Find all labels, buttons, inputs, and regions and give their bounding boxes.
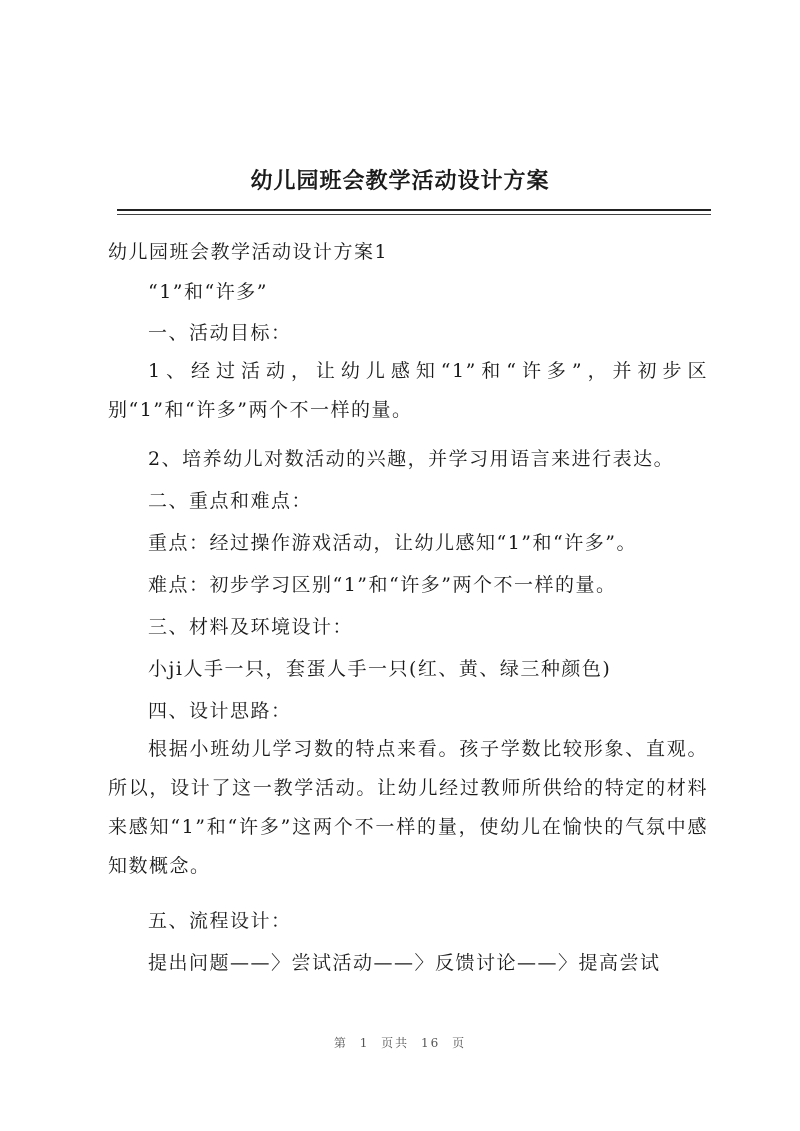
goal-item-2: 2、培养幼儿对数活动的兴趣，并学习用语言来进行表达。 <box>148 448 675 470</box>
document-heading: 幼儿园班会教学活动设计方案1 <box>108 241 389 263</box>
section-key-heading: 二、重点和难点： <box>148 490 313 512</box>
section-material-heading: 三、材料及环境设计： <box>148 616 354 638</box>
section-flow-heading: 五、流程设计： <box>148 910 292 932</box>
goal-item-1: 1、经过活动，让幼儿感知“1”和“许多”，并初步区别“1”和“许多”两个不一样的量。 <box>108 360 708 421</box>
key-point: 重点：经过操作游戏活动，让幼儿感知“1”和“许多”。 <box>148 532 637 554</box>
difficulty-point: 难点：初步学习区别“1”和“许多”两个不一样的量。 <box>148 574 617 596</box>
title-divider <box>117 209 711 211</box>
idea-text: 根据小班幼儿学习数的特点来看。孩子学数比较形象、直观。所以，设计了这一教学活动。让幼儿经过教师所供给的特定的材料来感知“1”和“许多”这两个不一样的量，使幼儿在愉快的气氛中感知数概念。 <box>108 738 708 877</box>
title-divider-thin <box>117 214 711 215</box>
material-text: 小ji人手一只，套蛋人手一只(红、黄、绿三种颜色) <box>148 658 612 680</box>
page-title: 幼儿园班会教学活动设计方案 <box>250 168 550 194</box>
section-goal-heading: 一、活动目标： <box>148 322 292 344</box>
page-footer: 第 1 页共 16 页 <box>333 1036 467 1050</box>
section-idea-heading: 四、设计思路： <box>148 700 292 722</box>
flow-text: 提出问题——〉尝试活动——〉反馈讨论——〉提高尝试 <box>148 952 661 974</box>
document-subtitle: “1”和“许多” <box>148 281 268 303</box>
